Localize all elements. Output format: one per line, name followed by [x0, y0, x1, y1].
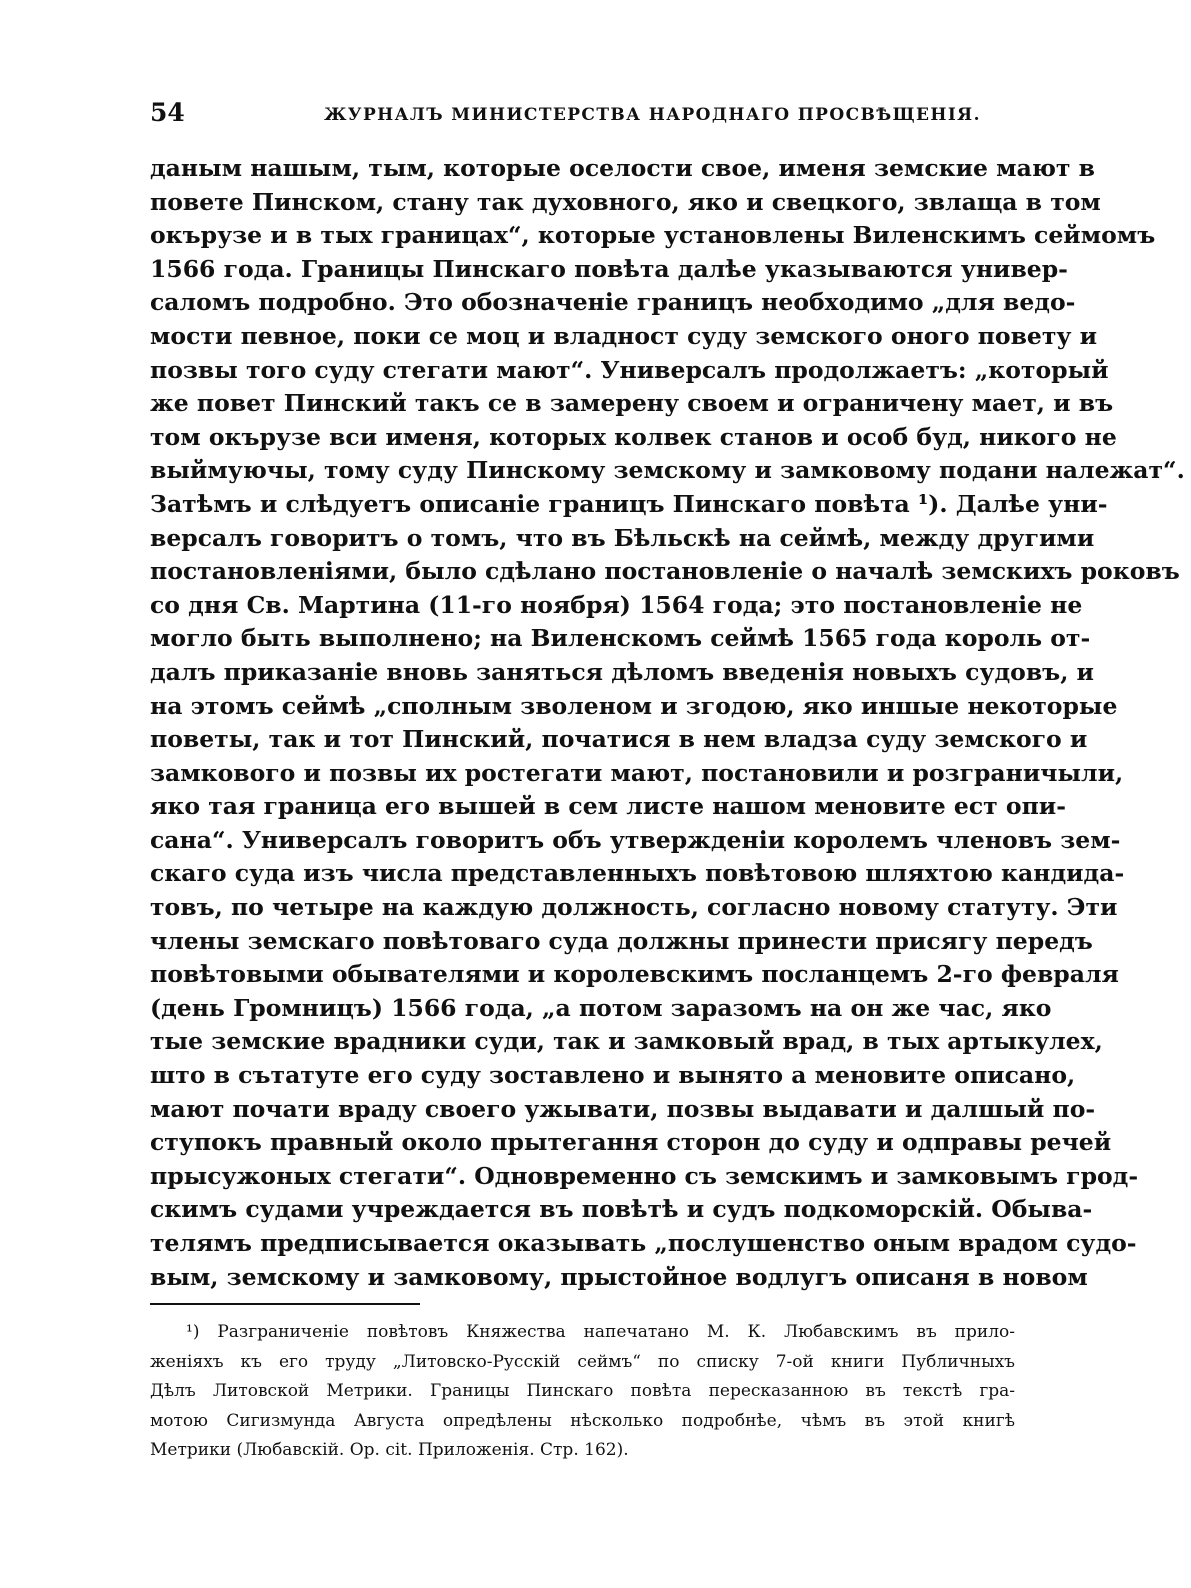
footnote-line: женіяхъ къ его труду „Литовско-Русскій сеймъ“ по списку 7-ой книги Публичныхъ	[150, 1351, 1015, 1372]
page-number: 54	[150, 98, 185, 127]
body-line: саломъ подробно. Это обозначеніе границъ необходимо „для ведо-	[150, 288, 1076, 317]
body-line: сана“. Универсалъ говоритъ объ утвержденіи королемъ членовъ зем-	[150, 825, 1121, 854]
body-line: поветы, так и тот Пинский, початися в нем владза суду земского и	[150, 725, 1088, 754]
body-line: телямъ предписывается оказывать „послушенство оным врадом судо-	[150, 1229, 1137, 1257]
body-line: же повет Пинский такъ се в замерену своем и ограничену мает, и въ	[150, 389, 1114, 418]
body-line: мости певное, поки се моц и владност суду земского оного повету и	[150, 321, 1098, 350]
body-line: Затѣмъ и слѣдуетъ описаніе границъ Пинскаго повѣта ¹). Далѣе уни-	[150, 489, 1108, 518]
body-line: вым, земскому и замковому, прыстойное водлугъ описаня в новом	[150, 1262, 1088, 1291]
body-line: могло быть выполнено; на Виленскомъ сеймѣ 1565 года король от-	[150, 624, 1091, 653]
body-line: далъ приказаніе вновь заняться дѣломъ введенія новыхъ судовъ, и	[150, 657, 1094, 686]
footnote-line: ¹) Разграниченіе повѣтовъ Княжества напечатано М. К. Любавскимъ въ прило-	[186, 1322, 1015, 1342]
body-line: постановленіями, было сдѣлано постановленіе о началѣ земскихъ роковъ	[150, 557, 1180, 586]
body-line: замкового и позвы их ростегати мают, постановили и розграничыли,	[150, 758, 1124, 787]
body-line: скаго суда изъ числа представленныхъ повѣтовою шляхтою кандида-	[150, 859, 1125, 888]
body-line: со дня Св. Мартина (11-го ноября) 1564 года; это постановленіе не	[150, 590, 1083, 619]
body-line: повѣтовыми обывателями и королевскимъ посланцемъ 2-го февраля	[150, 960, 1119, 989]
body-line: скимъ судами учреждается въ повѣтѣ и судъ подкоморскій. Обыва-	[150, 1195, 1093, 1224]
footnotes	[150, 1318, 1015, 1466]
body-line: окърузе и в тых границах“, которые установлены Виленскимъ сеймомъ	[150, 221, 1156, 250]
body-line: повете Пинском, стану так духовного, яко и свецкого, звлаща в том	[150, 187, 1101, 216]
body-line: даным нашым, тым, которые оселости свое, именя земские мают в	[150, 154, 1095, 182]
body-line: што в сътатуте его суду зоставлено и вынято а меновите описано,	[150, 1061, 1076, 1090]
body-line: выймуючы, тому суду Пинскому земскому и замковому подани належат“.	[150, 456, 1185, 485]
body-line: товъ, по четыре на каждую должность, согласно новому статуту. Эти	[150, 893, 1118, 922]
body-line: (день Громницъ) 1566 года, „а потом заразомъ на он же час, яко	[150, 993, 1052, 1022]
body-line: позвы того суду стегати мают“. Универсалъ продолжаетъ: „который	[150, 355, 1109, 384]
body-line: тые земские врадники суди, так и замковый врад, в тых артыкулех,	[150, 1027, 1103, 1056]
running-header	[150, 96, 1015, 132]
body-line: прысужоных стегати“. Одновременно съ земскимъ и замковымъ грод-	[150, 1161, 1139, 1190]
body-line: яко тая граница его вышей в сем листе нашом меновите ест опи-	[150, 792, 1066, 821]
body-line: версалъ говоритъ о томъ, что въ Бѣльскѣ на сеймѣ, между другими	[150, 523, 1095, 552]
body-line: на этомъ сеймѣ „сполным зволеном и згодою, яко иншые некоторые	[150, 691, 1118, 720]
body-line: 1566 года. Границы Пинскаго повѣта далѣе указываются универ-	[150, 254, 1068, 283]
body-line: том окърузе вси именя, которых колвек станов и особ буд, никого не	[150, 422, 1117, 451]
body-line: ступокъ правный около прытегання сторон до суду и одправы речей	[150, 1128, 1112, 1157]
journal-title: ЖУРНАЛЪ МИНИСТЕРСТВА НАРОДНАГО ПРОСВѢЩЕНІЯ.	[324, 105, 981, 125]
body-line: мают почати враду своего ужывати, позвы выдавати и далшый по-	[150, 1094, 1096, 1123]
footnote-line: мотою Сигизмунда Августа опредѣлены нѣсколько подробнѣе, чѣмъ въ этой книгѣ	[150, 1410, 1015, 1431]
footnote-line: Метрики (Любавскій. Op. cit. Приложенія. Стр. 162).	[150, 1440, 629, 1460]
footnote-divider	[150, 1303, 420, 1305]
body-line: члены земскаго повѣтоваго суда должны принести присягу передъ	[150, 926, 1093, 955]
footnote-line: Дѣлъ Литовской Метрики. Границы Пинскаго повѣта пересказанною въ текстѣ гра-	[150, 1381, 1015, 1401]
body-text	[150, 152, 1185, 1294]
